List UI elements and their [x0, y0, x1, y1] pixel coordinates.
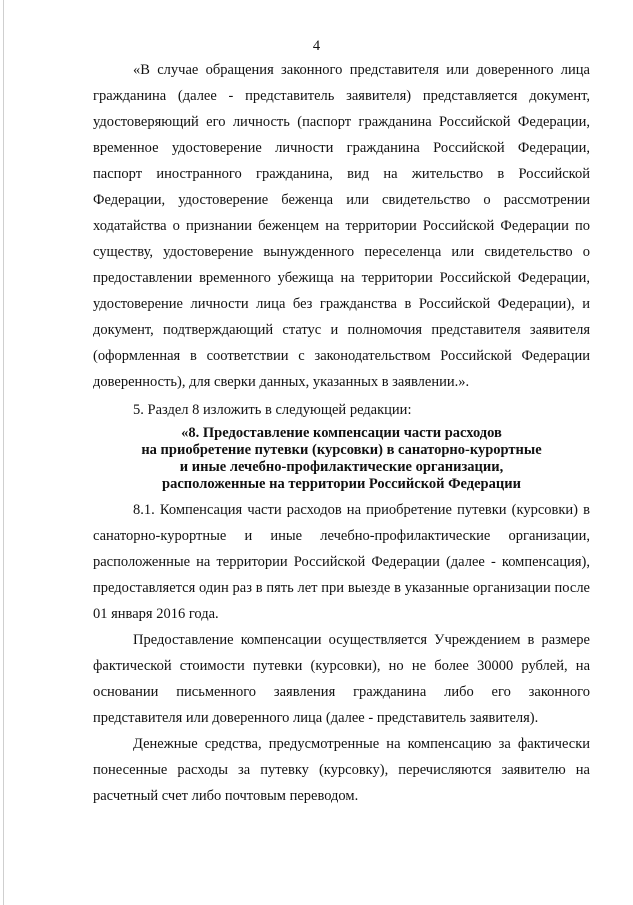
paragraph-8-1: 8.1. Компенсация части расходов на приобретение путевки (курсовки) в санаторно-курортные и иные лечебно-профилактические организации, расположенные на территории Российской Федерации (далее - компенсация), предоставляется один раз в пять лет при выезде в указанные организации после 01 января 2016 года.	[93, 502, 590, 622]
section-heading-line-3: и иные лечебно-профилактические организации,	[179, 459, 504, 475]
section-heading-line-2: на приобретение путевки (курсовки) в санаторно-курортные	[141, 442, 542, 458]
intro-paragraph: «В случае обращения законного представителя или доверенного лица гражданина (далее - представитель заявителя) представляется документ, удостоверяющий его личность (паспорт гражданина Российской Федерации, временное удостоверение личности гражданина Российской Федерации, паспорт иностранного гражданина, вид на жительство в Российской Федерации, удостоверение беженца или свидетельство о рассмотрении ходатайства о признании беженцем на территории Российской Федерации по существу, удостоверение вынужденного переселенца или свидетельство о предоставлении временного убежища на территории Российской Федерации, удостоверение личности лица без гражданства в Российской Федерации), и документ, подтверждающий статус и полномочия представителя заявителя (оформленная в соответствии с законодательством Российской Федерации доверенность), для сверки данных, указанных в заявлении.».	[93, 62, 590, 390]
page-number: 4	[312, 38, 321, 54]
funds-paragraph: Денежные средства, предусмотренные на компенсацию за фактически понесенные расходы за путевку (курсовку), перечисляются заявителю на расчетный счет либо почтовым переводом.	[93, 736, 590, 804]
provision-paragraph: Предоставление компенсации осуществляется Учреждением в размере фактической стоимости путевки (курсовки), но не более 30000 рублей, на основании письменного заявления гражданина либо его законного представителя или доверенного лица (далее - представитель заявителя).	[93, 632, 590, 726]
section-8-heading	[93, 425, 590, 493]
section-heading-line-1: «8. Предоставление компенсации части расходов	[181, 425, 502, 441]
page-left-edge	[3, 0, 4, 905]
item-5-paragraph: 5. Раздел 8 изложить в следующей редакции:	[133, 402, 412, 418]
section-heading-line-4: расположенные на территории Российской Федерации	[162, 476, 521, 492]
